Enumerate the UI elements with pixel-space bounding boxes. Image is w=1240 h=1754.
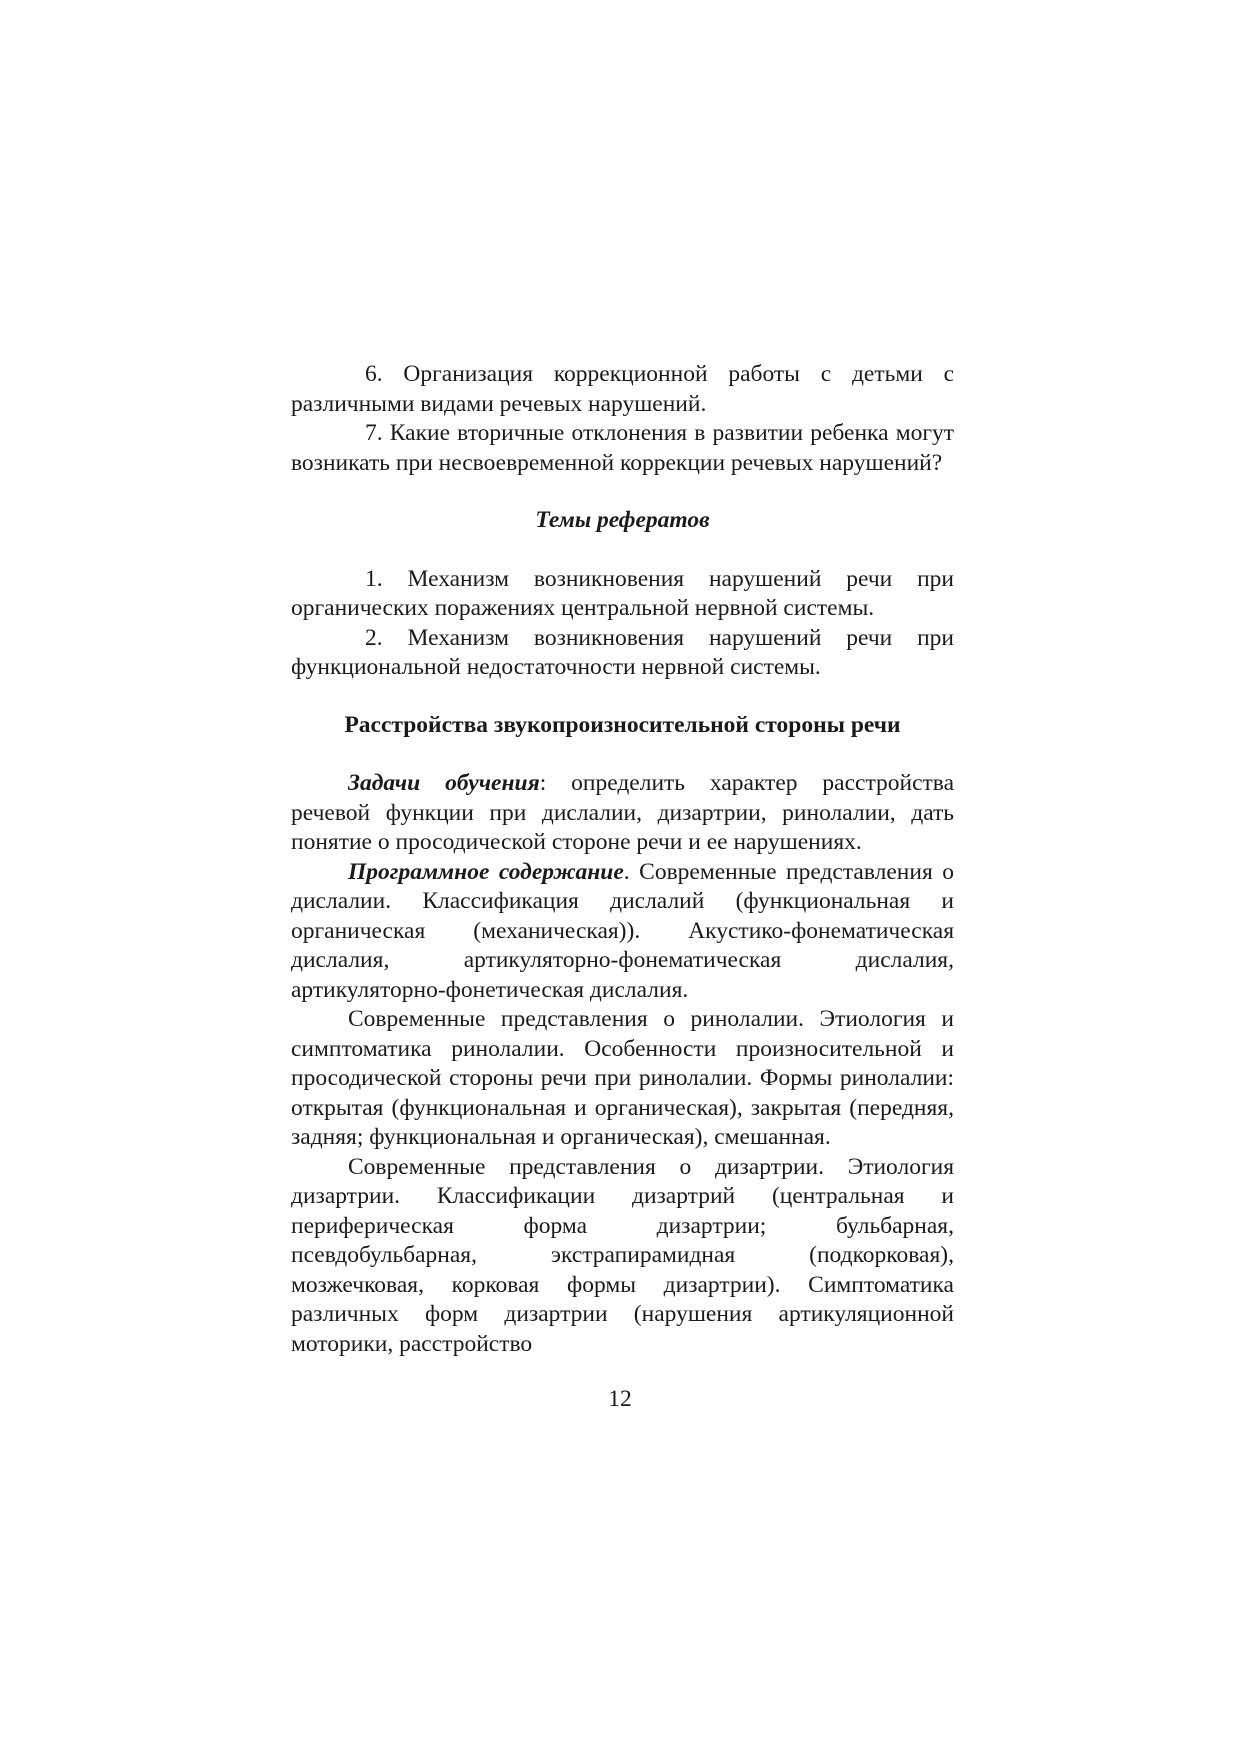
section-heading: Расстройства звукопроизносительной стороны речи [344,711,901,738]
essay-topics-heading: Темы рефератов [535,507,710,533]
essay-topic-2-text: Механизм возникновения нарушений речи при функциональной недостаточности нервной системы. [291,624,955,680]
objectives-label: Задачи обучения [348,770,540,796]
program-label: Программное содержание [348,858,624,885]
essay-topic-1 [291,565,954,624]
objectives-text: : определить характер расстройства речевой функции при дислалии, дизартрии, ринолалии, дать понятие о просодической стороне речи и ее нарушениях. [291,770,955,855]
essay-topic-2-number: 2. [365,624,383,651]
question-6 [291,360,954,419]
page-content [291,360,954,1359]
question-7-number: 7. [365,420,383,446]
essay-topic-2 [291,624,954,683]
program-text: . Современные представления о дислалии. Классификация дислалий (функциональная и органическая (механическая)). Акустико-фонематическая дислалия, артикуляторно-фонематическая дислалия, артикуляторно-фонетическая дислалия. [291,858,954,1003]
question-6-text: Организация коррекционной работы с детьми с различными видами речевых нарушений. [291,361,955,417]
page-number: 12 [608,1386,632,1412]
rhinolalia-paragraph: Современные представления о ринолалии. Этиология и симптоматика ринолалии. Особенности произносительной и просодической стороны речи при ринолалии. Формы ринолалии: открытая (функциональная и органическая), закрытая (передняя, задняя; функциональная и органическая), смешанная. [291,1006,954,1150]
essay-topic-1-number: 1. [365,565,383,592]
question-7-text: Какие вторичные отклонения в развитии ребенка могут возникать при несвоевременной коррекции речевых нарушений? [291,420,954,476]
essay-topic-1-text: Механизм возникновения нарушений речи при органических поражениях центральной нервной системы. [291,565,955,621]
dysarthria-paragraph: Современные представления о дизартрии. Этиология дизартрии. Классификации дизартрий (центральная и периферическая форма дизартрии; бульбарная, псевдобульбарная, экстрапирамидная (подкорковая), мозжечковая, корковая формы дизартрии). Симптоматика различных форм дизартрии (нарушения артикуляционной моторики, расстройство [291,1153,954,1357]
question-7 [291,419,954,478]
spacer [291,740,954,769]
spacer [291,683,954,711]
objectives-paragraph [291,769,954,858]
question-6-number: 6. [365,361,383,387]
program-paragraph [291,858,954,1006]
spacer [291,478,954,506]
spacer [291,536,954,565]
